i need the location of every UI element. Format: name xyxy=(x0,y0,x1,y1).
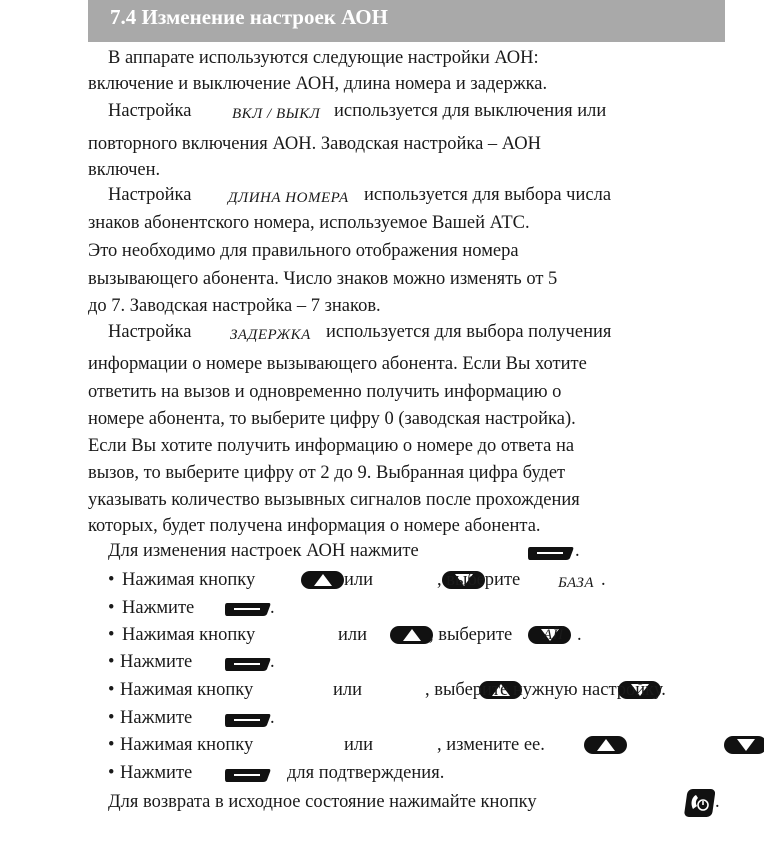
onoff-term: ВКЛ / ВЫКЛ xyxy=(232,106,321,122)
onoff-lead: Настройка xyxy=(108,101,192,121)
return-period: . xyxy=(715,792,720,812)
step1-select: , выберите xyxy=(437,570,521,590)
end-call-key-icon xyxy=(683,787,715,819)
onoff-line-3: включен. xyxy=(88,160,161,180)
steps-intro-period: . xyxy=(575,541,580,561)
step1-period: . xyxy=(601,570,606,590)
step7-bullet: • xyxy=(108,735,115,755)
menu-softkey-icon xyxy=(527,545,575,561)
step2-menu-softkey-icon xyxy=(224,601,272,617)
step8-bullet: • xyxy=(108,763,115,783)
step2-text: Нажмите xyxy=(122,598,195,618)
step7-text: Нажимая кнопку xyxy=(120,735,254,755)
step3-bullet: • xyxy=(108,625,115,645)
step1-bullet: • xyxy=(108,570,115,590)
step5-bullet: • xyxy=(108,680,115,700)
step6-menu-softkey-icon xyxy=(224,712,272,728)
step3-text: Нажимая кнопку xyxy=(122,625,256,645)
step4-period: . xyxy=(270,652,275,672)
step8-confirm: для подтверждения. xyxy=(287,763,445,783)
section-title: 7.4 Изменение настроек АОН xyxy=(110,5,388,29)
length-line-5: до 7. Заводская настройка – 7 знаков. xyxy=(88,296,381,316)
length-rest: используется для выбора числа xyxy=(364,185,612,205)
delay-line-5: Если Вы хотите получить информацию о номере до ответа на xyxy=(88,436,575,456)
step7-down-arrow-key-icon xyxy=(724,736,764,754)
step7-change: , измените ее. xyxy=(437,735,545,755)
step4-text: Нажмите xyxy=(120,652,193,672)
step3-menu-aon: ÀÎÍ xyxy=(543,627,564,643)
step5-or: или xyxy=(333,680,363,700)
step6-bullet: • xyxy=(108,708,115,728)
step2-bullet: • xyxy=(108,598,115,618)
delay-line-7: указывать количество вызывных сигналов после прохождения xyxy=(88,490,580,510)
step7-up-arrow-key-icon xyxy=(584,736,627,754)
step3-or: или xyxy=(338,625,368,645)
step8-text: Нажмите xyxy=(120,763,193,783)
return-text: Для возврата в исходное состояние нажимайте кнопку xyxy=(108,792,537,812)
delay-line-8: которых, будет получена информация о номере абонента. xyxy=(88,516,541,536)
intro-line-2: включение и выключение АОН, длина номера и задержка. xyxy=(88,74,548,94)
step4-menu-softkey-icon xyxy=(224,656,272,672)
step1-or: или xyxy=(344,570,374,590)
intro-line-1: В аппарате используются следующие настройки АОН: xyxy=(108,48,539,68)
delay-line-2: информации о номере вызывающего абонента. Если Вы хотите xyxy=(88,354,587,374)
delay-line-6: вызов, то выберите цифру от 2 до 9. Выбранная цифра будет xyxy=(88,463,566,483)
step1-up-arrow-key-icon xyxy=(301,571,344,589)
step2-period: . xyxy=(270,598,275,618)
step7-or: или xyxy=(344,735,374,755)
step1-text: Нажимая кнопку xyxy=(122,570,256,590)
onoff-line-2: повторного включения АОН. Заводская настройка – АОН xyxy=(88,134,541,154)
length-term: ДЛИНА НОМЕРА xyxy=(228,190,349,206)
length-line-2: знаков абонентского номера, используемое Вашей АТС. xyxy=(88,213,530,233)
step3-period: . xyxy=(577,625,582,645)
step4-bullet: • xyxy=(108,652,115,672)
step6-text: Нажмите xyxy=(120,708,193,728)
length-line-4: вызывающего абонента. Число знаков можно изменять от 5 xyxy=(88,269,558,289)
step8-menu-softkey-icon xyxy=(224,767,272,783)
step6-period: . xyxy=(270,708,275,728)
steps-intro: Для изменения настроек АОН нажмите xyxy=(108,541,419,561)
step5-select-setting: , выберите нужную настройку. xyxy=(425,680,666,700)
delay-line-3: ответить на вызов и одновременно получить информацию о xyxy=(88,382,562,402)
delay-lead: Настройка xyxy=(108,322,192,342)
step1-menu-base: БАЗА xyxy=(558,575,594,591)
delay-rest: используется для выбора получения xyxy=(326,322,612,342)
section-header-bar xyxy=(88,0,725,42)
step5-text: Нажимая кнопку xyxy=(120,680,254,700)
delay-term: ЗАДЕРЖКА xyxy=(230,327,311,343)
step3-select: , выберите xyxy=(429,625,513,645)
step3-up-arrow-key-icon xyxy=(390,626,433,644)
length-line-3: Это необходимо для правильного отображения номера xyxy=(88,241,519,261)
delay-line-4: номере абонента, то выберите цифру 0 (заводская настройка). xyxy=(88,409,576,429)
onoff-rest: используется для выключения или xyxy=(334,101,607,121)
length-lead: Настройка xyxy=(108,185,192,205)
